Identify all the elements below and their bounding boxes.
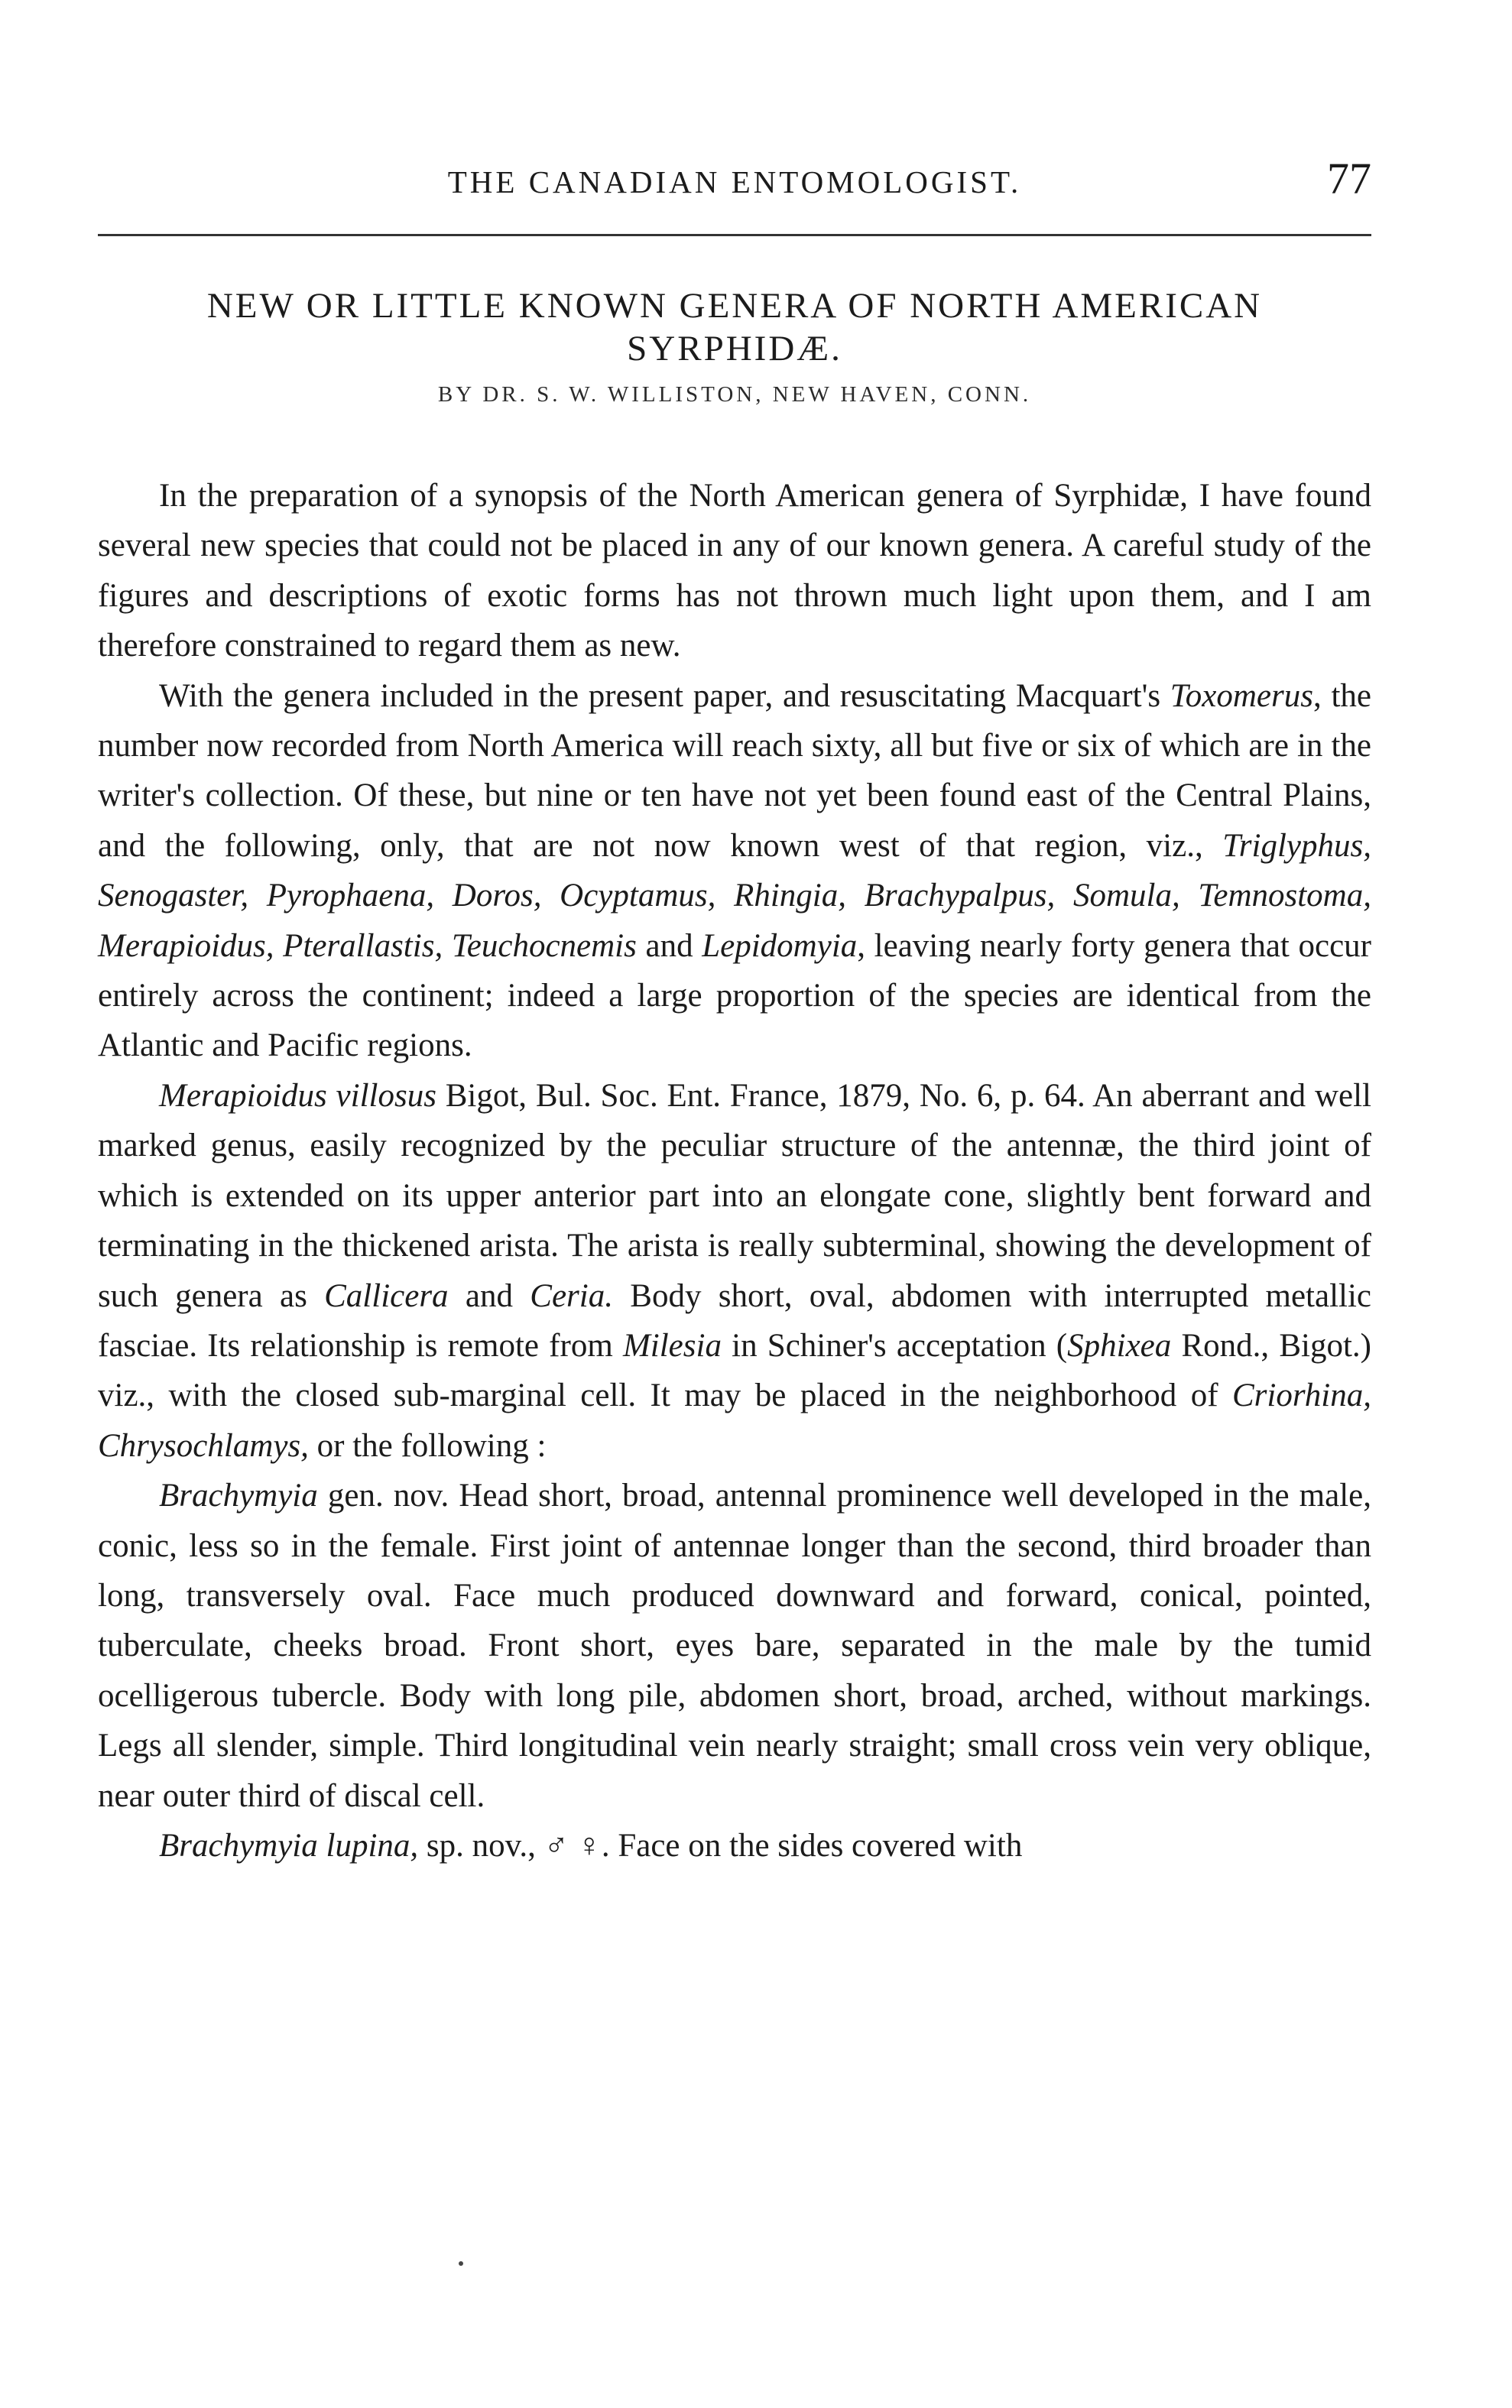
text-run: Bigot, Bul. Soc. Ent. France, 1879, No. 6, p. 64. An aberrant and well marked genus, easily recognized by the peculiar structure of the antennæ, the third joint of which is extended on its upper anterior part into an elongate cone, slightly bent forward and terminating in the thickened arista. The arista is really subterminal, showing the development of such genera as [98,1077,1371,1314]
text-run: in Schiner's acceptation ( [721,1327,1068,1364]
page-number: 77 [1327,154,1371,203]
text-run: sp. nov., ♂ ♀. Face on the sides covered with [418,1827,1023,1864]
species-name: Brachymyia lupina, [159,1827,419,1864]
genus-name: Callicera [324,1277,449,1314]
text-run: Rond., Bigot.) viz., with the closed sub-marginal cell. It may be placed in the neighborhood of [98,1327,1371,1414]
text-run: and [636,927,702,964]
genus-name: Lepidomyia [702,927,858,964]
author-byline: BY DR. S. W. WILLISTON, NEW HAVEN, CONN. [437,382,1032,407]
genus-name: Toxomerus [1170,677,1313,714]
running-head [98,153,1371,214]
text-run: , leaving nearly forty genera that occur entirely across the continent; indeed a large proportion of the species are identical from the Atlantic and Pacific regions. [98,927,1371,1064]
paragraph-introduction: In the preparation of a synopsis of the North American genera of Syrphidæ, I have found several new species that could not be placed in any of our known genera. A careful study of the figures and descriptions of exotic forms has not thrown much light upon them, and I am therefore constrained to regard them as new. [98,478,1371,664]
printing-speck [459,2261,463,2266]
text-run: Body short, oval, abdomen with interrupted metallic fasciae. Its relationship is remote from [98,1277,1372,1364]
text-run: and [448,1277,530,1314]
genus-name: Sphixea [1067,1327,1172,1364]
paragraph-brachymyia-lupina [98,1821,1371,1871]
article-body [98,471,1371,1871]
article-title [98,284,1371,370]
text-run: With the genera included in the present paper, and resuscitating Macquart's [159,677,1170,714]
genus-list: Criorhina, Chrysochlamys, [98,1378,1371,1464]
article-title-line-2: SYRPHIDÆ. [627,329,842,368]
text-run: or the following : [308,1427,547,1464]
paragraph-merapioidus [98,1071,1371,1471]
paragraph-genera-count [98,671,1371,1071]
text-run: , the number now recorded from North America will reach sixty, all but five or six of which are in the writer's collection. Of these, but nine or ten have not yet been found east of the Central Plains, and the following, only, that are not now known west of that region, viz., [98,677,1371,864]
genus-name: Ceria. [530,1277,613,1314]
genus-name: Milesia [622,1327,722,1364]
article-title-line-1: NEW OR LITTLE KNOWN GENERA OF NORTH AMERICAN [206,286,1263,326]
text-run: gen. nov. Head short, broad, antennal prominence well developed in the male, conic, less so in the female. First joint of antennae longer than the second, third broader than long, transversely oval. Face much produced downward and forward, conical, pointed, tuberculate, cheeks broad. Front short, eyes bare, separated in the male by the tumid ocelligerous tubercle. Body with long pile, abdomen short, broad, arched, without markings. Legs all slender, simple. Third longitudinal vein nearly straight; small cross vein very oblique, near outer third of discal cell. [98,1478,1371,1814]
genus-list: Triglyphus, Senogaster, Pyrophaena, Doros, Ocyptamus, Rhingia, Brachypalpus, Somula, Temnostoma, Merapioidus, Pterallastis, Teuchocnemis [98,827,1371,964]
header-rule [98,234,1371,236]
species-name: Merapioidus villosus [159,1077,436,1114]
genus-name: Brachymyia [159,1478,318,1514]
journal-name: THE CANADIAN ENTOMOLOGIST. [447,164,1022,200]
paragraph-brachymyia-genus [98,1471,1371,1821]
